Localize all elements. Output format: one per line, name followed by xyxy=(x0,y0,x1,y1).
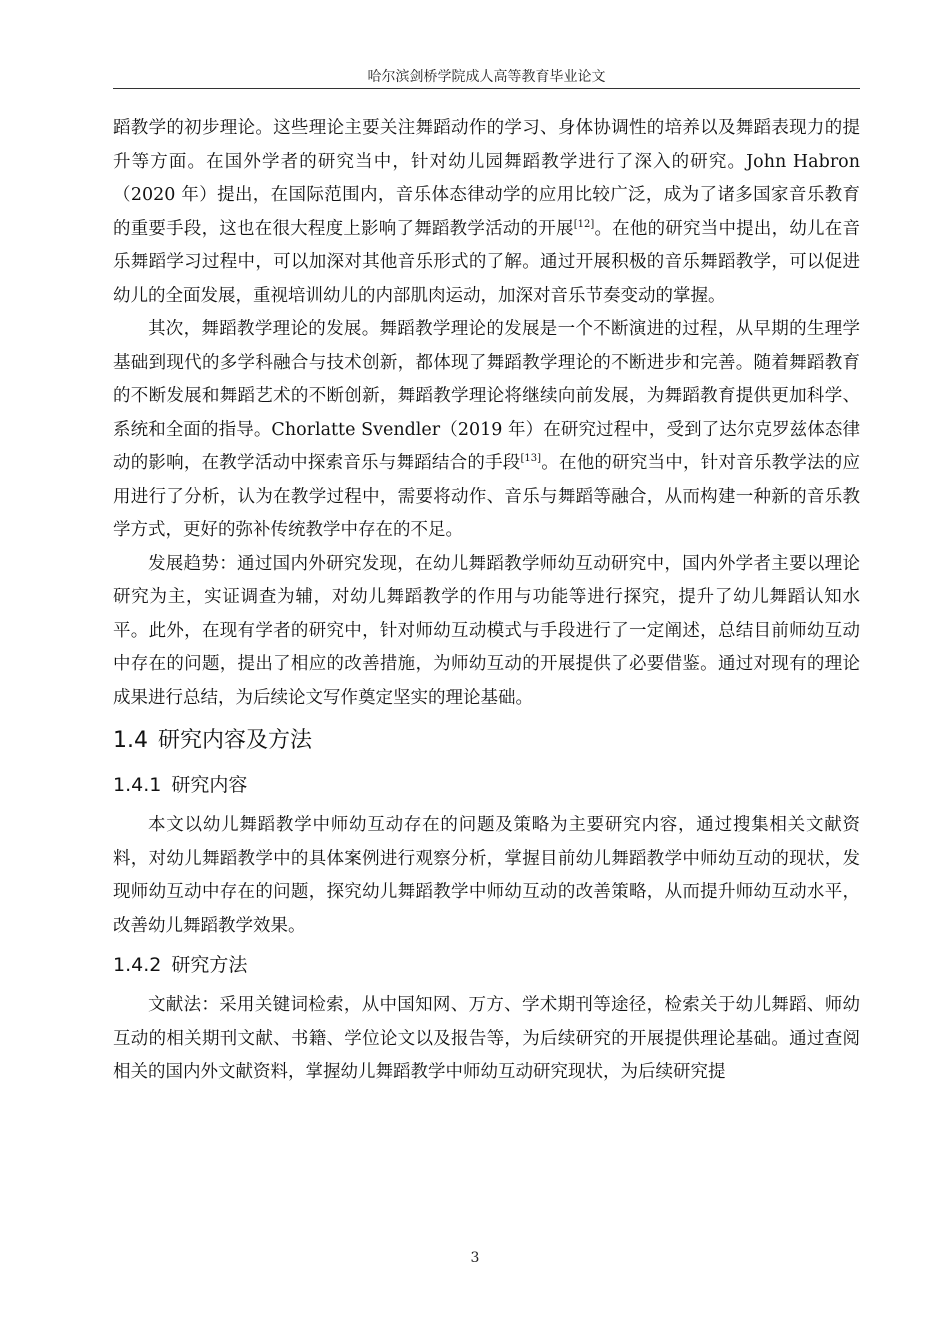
citation: [12] xyxy=(573,218,595,230)
subsection-title: 研究方法 xyxy=(171,954,248,976)
subsection-heading xyxy=(113,765,860,805)
paragraph-text: 其次，舞蹈教学理论的发展。舞蹈教学理论的发展是一个不断演进的过程，从早期的生理学基础到现代的多学科融合与技术创新，都体现了舞蹈教学理论的不断进步和完善。随着舞蹈教育的不断发展和舞蹈艺术的不断创新，舞蹈教学理论将继续向前发展，为舞蹈教育提供更加科学、系统和全面的指导。Chorlatte Svendler（2019 年）在研究过程中，受到了达尔克罗兹体态律动的影响，在教学活动中探索音乐与舞蹈结合的手段 xyxy=(113,319,860,473)
body-content xyxy=(113,112,860,1090)
subsection-title: 研究内容 xyxy=(171,774,248,796)
paragraph: 发展趋势：通过国内外研究发现，在幼儿舞蹈教学师幼互动研究中，国内外学者主要以理论研究为主，实证调查为辅，对幼儿舞蹈教学的作用与功能等进行探究，提升了幼儿舞蹈认知水平。此外，在现有学者的研究中，针对师幼互动模式与手段进行了一定阐述，总结目前师幼互动中存在的问题，提出了相应的改善措施，为师幼互动的开展提供了必要借鉴。通过对现有的理论成果进行总结，为后续论文写作奠定坚实的理论基础。 xyxy=(113,553,860,708)
paragraph: 文献法：采用关键词检索，从中国知网、万方、学术期刊等途径，检索关于幼儿舞蹈、师幼互动的相关期刊文献、书籍、学位论文以及报告等，为后续研究的开展提供理论基础。通过查阅相关的国内外文献资料，掌握幼儿舞蹈教学中师幼互动研究现状，为后续研究提 xyxy=(113,995,860,1082)
paragraph xyxy=(113,112,860,313)
section-heading xyxy=(113,719,860,763)
running-header: 哈尔滨剑桥学院成人高等教育毕业论文 xyxy=(367,69,606,85)
subsection-number: 1.4.1 xyxy=(113,774,162,796)
section-number: 1.4 xyxy=(113,728,148,753)
subsection-number: 1.4.2 xyxy=(113,954,162,976)
subsection-heading xyxy=(113,945,860,985)
paragraph: 本文以幼儿舞蹈教学中师幼互动存在的问题及策略为主要研究内容，通过搜集相关文献资料，对幼儿舞蹈教学中的具体案例进行观察分析，掌握目前幼儿舞蹈教学中师幼互动的现状，发现师幼互动中存在的问题，探究幼儿舞蹈教学中师幼互动的改善策略，从而提升师幼互动水平，改善幼儿舞蹈教学效果。 xyxy=(113,815,860,936)
paragraph-text: 蹈教学的初步理论。这些理论主要关注舞蹈动作的学习、身体协调性的培养以及舞蹈表现力的提升等方面。在国外学者的研究当中，针对幼儿园舞蹈教学进行了深入的研究。John Habron（2020 年）提出，在国际范围内，音乐体态律动学的应用比较广泛，成为了诸多国家音乐教育的重要手段，这也在很大程度上影响了舞蹈教学活动的开展 xyxy=(113,118,860,239)
paragraph-text: 。在他的研究当中提出，幼儿在音乐舞蹈学习过程中，可以加深对其他音乐形式的了解。通过开展积极的音乐舞蹈教学，可以促进幼儿的全面发展，重视培训幼儿的内部肌肉运动，加深对音乐节奏变动的掌握。 xyxy=(113,218,860,306)
paragraph-text: 。在他的研究当中，针对音乐教学法的应用进行了分析，认为在教学过程中，需要将动作、音乐与舞蹈等融合，从而构建一种新的音乐教学方式，更好的弥补传统教学中存在的不足。 xyxy=(113,453,860,540)
section-title: 研究内容及方法 xyxy=(158,728,313,753)
header-rule xyxy=(113,88,860,89)
citation: [13] xyxy=(520,453,542,464)
page-number: 3 xyxy=(470,1250,480,1266)
paragraph xyxy=(113,313,860,548)
